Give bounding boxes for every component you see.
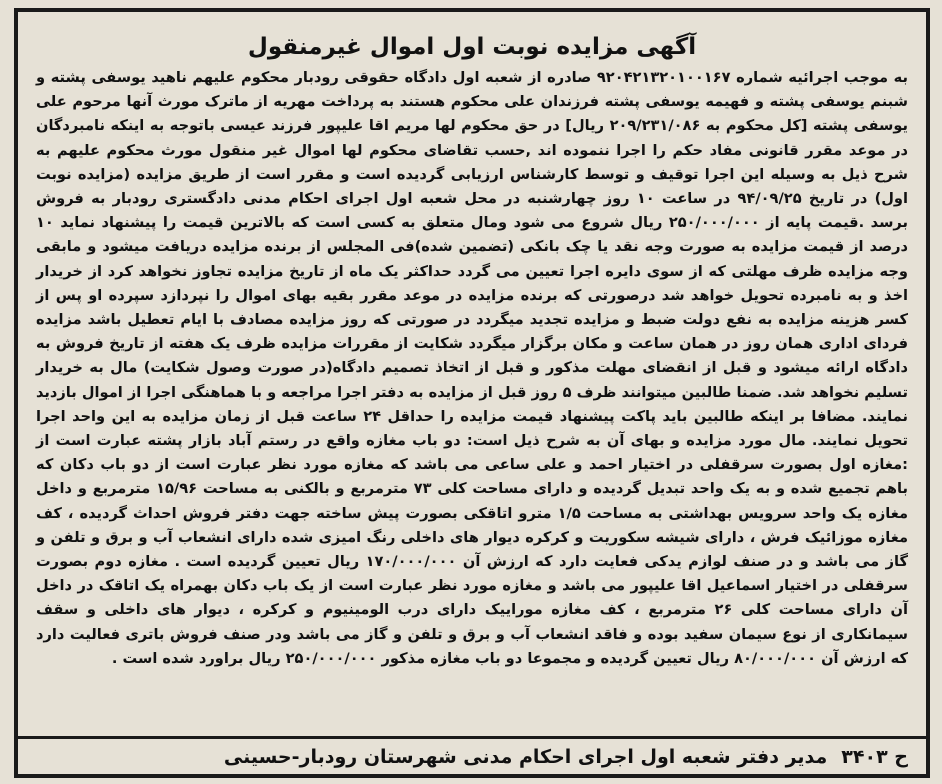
notice-title: آگهی مزایده نوبت اول اموال غیرمنقول — [247, 34, 697, 60]
notice-signature: مدیر دفتر شعبه اول اجرای احکام مدنی شهرستان رودبار-حسینی — [223, 745, 828, 768]
notice-frame — [14, 8, 930, 778]
notice-content — [18, 12, 926, 671]
notice-code: ح ۳۴۰۳ — [841, 745, 908, 768]
notice-footer — [18, 736, 926, 774]
notice-body: به موجب اجرائیه شماره ۹۲۰۴۲۱۳۲۰۱۰۰۱۶۷ صادره از شعبه اول دادگاه حقوقی رودبار محکوم علیهم ناهید یوسفی پشته و شبنم یوسفی پشته و فهیمه یوسفی پشته فرزندان علی محکوم هستند به پرداخت مهریه از ماترک مورث آنها مرحوم علی یوسفی پشته [کل محکوم به ۲۰۹/۲۳۱/۰۸۶ ریال] در حق محکوم لها مریم اقا علیپور فرزند عیسی باتوجه به اینکه نامبردگان در موعد مقرر قانونی مفاد حکم را اجرا ننموده اند ,حسب تقاضای محکوم لها اموال غیر منقول مورث محکوم علیهم به شرح ذیل به وسیله این اجرا توقیف و توسط کارشناس ارزیابی گردیده است و مقرر است از طریق مزایده (مزایده نوبت اول) در تاریخ ۹۴/۰۹/۲۵ در ساعت ۱۰ روز چهارشنبه در محل شعبه اول اجرای احکام مدنی دادگستری رودبار به فروش برسد .قیمت پایه از ۲۵۰/۰۰۰/۰۰۰ ریال شروع می شود ومال متعلق به کسی است که بالاترین قیمت را پیشنهاد نماید ۱۰ درصد از قیمت مزایده به صورت وجه نقد یا چک بانکی (تضمین شده)فی المجلس از برنده مزایده دریافت میشود و مابقی وجه مزایده ظرف مهلتی که از سوی دایره اجرا تعیین می گردد حداکثر یک ماه از تاریخ مزایده تجاوز نخواهد کرد از خریدار اخذ و به نامبرده تحویل خواهد شد درصورتی که برنده مزایده در موعد مقرر بقیه بهای اموال را نپردازد سپرده او پس از کسر هزینه مزایده به نفع دولت ضبط و مزایده تجدید میگردد در صورتی که روز مزایده مصادف با ایام تعطیل باشد مزایده فردای اداری همان روز در همان ساعت و مکان برگزار میگردد شکایت از مقررات مزایده ظرف یک هفته از تاریخ فروش به دادگاه ارائه میشود و قبل از انقضای مهلت مذکور و قبل از اتخاذ تصمیم دادگاه(در صورت وصول شکایت) مال به خریدار تسلیم نخواهد شد. ضمنا طالبین میتوانند ظرف ۵ روز قبل از مزایده به دفتر اجرا مراجعه و با هماهنگی اجرا از اموال بازدید نمایند. مضافا بر اینکه طالبین باید پاکت پیشنهاد قیمت مزایده را حداقل ۲۴ ساعت قبل از زمان مزایده به این واحد اجرا تحویل نمایند. مال مورد مزایده و بهای آن به شرح ذیل است: دو باب مغازه واقع در رستم آباد بازار پشته عبارت است از :مغازه اول بصورت سرقفلی در اختیار احمد و علی ساعی می باشد که مغازه مورد نظر عبارت است از دو باب دکان که باهم تجمیع شده و به یک واحد تبدیل گردیده و دارای مساحت کلی ۷۳ مترمربع و بالکنی به مساحت ۱۵/۹۶ مترمربع و داخل مغازه یک واحد سرویس بهداشتی به مساحت ۱/۵ مترو اتاقکی بصورت پیش ساخته جهت دفتر فروش احداث گردیده ، کف مغازه موزائیک فرش ، دارای شیشه سکوریت و کرکره دیوار های داخلی رنگ امیزی شده دارای انشعاب آب و برق و تلفن و گاز می باشد و در صنف لوازم یدکی فعایت دارد که ارزش آن ۱۷۰/۰۰۰/۰۰۰ ریال تعیین گردیده است . مغازه دوم بصورت سرقفلی در اختیار اسماعیل اقا علیپور می باشد و مغازه مورد نظر عبارت است از یک باب دکان بهمراه یک اتاقک در داخل آن دارای مساحت کلی ۲۶ مترمربع ، کف مغازه موراییک دارای درب الومینیوم و کرکره ، دیوار های داخلی و سقف سیمانکاری از نوع سیمان سفید بوده و فاقد انشعاب آب و برق و تلفن و گاز می باشد ودر صنف فروش باتری فعالیت دارد که ارزش آن ۸۰/۰۰۰/۰۰۰ ریال تعیین گردیده و مجموعا دو باب مغازه مذکور ۲۵۰/۰۰۰/۰۰۰ ریال براورد شده است . — [36, 69, 909, 667]
